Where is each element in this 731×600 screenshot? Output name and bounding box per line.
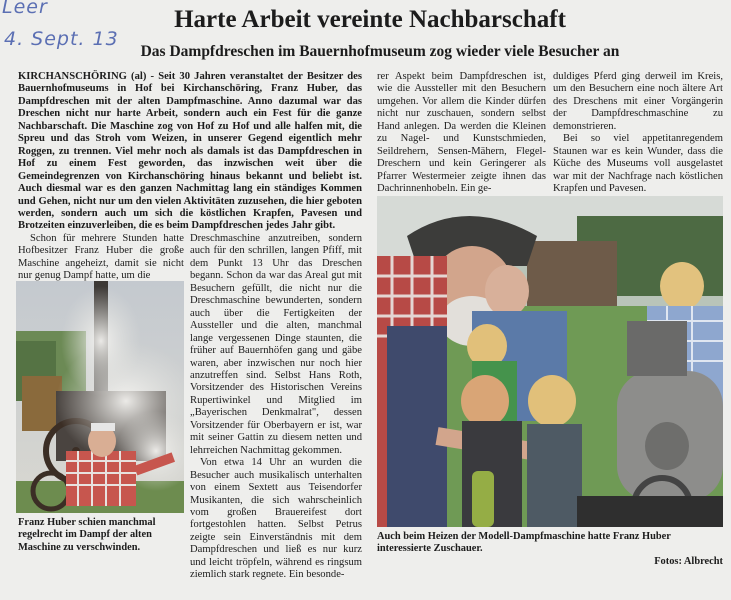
handwritten-date: 4. Sept. 13: [4, 28, 119, 50]
column-2: [190, 233, 362, 582]
lead-text: Seit 30 Jahren veranstaltet der Besitzer des Bauernhofmuseums in Hof bei Kirchanschöring, Franz Huber, das Dampfdreschen mit der alten Dampfmaschine. Anno dazumal war das Dreschen nicht nur harte Arbeit, sondern auch ein Fest für die ganze Nachbarschaft. Die Maschine zog von Hof zu Hof und alle halfen mit, die Spreu und das Stroh vom Weizen, in unserer Gegend eigentlich mehr Roggen, zu trennen. Viel mehr noch als damals ist das Dampfdreschen in Hof zu einem Fest geworden, das inzwischen weit über die Gemeindegrenzen von Kirchanschöring hinaus bekannt und beliebt ist. Auch diesmal war es den ganzen Nachmittag lang ein ständiges Kommen und Gehen, nicht nur um den vielen Aktivitäten zuzusehen, die hier geboten werden, sondern auch um sich die köstlichen Krapfen, Pavesen und Brotzeiten einzuverleiben, die es beim Dampfdreschen jedes Jahr gibt.: [18, 71, 362, 232]
column-2-paragraph: Von etwa 14 Uhr an wurden die Besucher auch musikalisch unterhalten von einem Sextett aus Teisendorfer Musikanten, die sich wahrscheinlich vom großen Brauereifest dort fortgestohlen hatten. Selbst Petrus zeigte sein Einverständnis mit dem Dampfdreschen und ließ es nur kurz und leicht tröpfeln, während es ringsum ziemlich stark regnete. Ein besonde-: [190, 457, 362, 581]
photo-credit: Fotos: Albrecht: [654, 555, 723, 567]
photo-model-steam-engine: [377, 196, 723, 527]
caption-right: [377, 531, 723, 568]
caption-left: Franz Huber schien manchmal regelrecht im Dampf der alten Maschine zu verschwinden.: [18, 517, 156, 553]
subheadline: Das Dampfdreschen im Bauernhofmuseum zog wieder viele Besucher an: [140, 43, 620, 60]
steam-engine-illustration: [16, 281, 184, 513]
caption-right-text: Auch beim Heizen der Modell-Dampfmaschine hatte Franz Huber interessierte Zuschauer.: [377, 531, 671, 555]
headline: Harte Arbeit vereinte Nachbarschaft: [174, 6, 566, 33]
model-engine-illustration: [377, 196, 723, 527]
column-3-text: rer Aspekt beim Dampfdreschen ist, wie die Aussteller mit den Besuchern umgehen. Vor allem die Kinder dürfen nicht nur zuschauen, sondern selbst Hand anlegen. Da werden die Kleinen zu Nagel- und Kunstschmieden, Seildrehern, Sensen-Mähern, Flegel-Dreschern und kein Geringerer als Pfarrer Westermeier zeigte ihnen das Dachrinnenhobeln. Ein ge-: [377, 71, 546, 195]
handwritten-note: Leer: [2, 0, 48, 18]
dateline: KIRCHANSCHÖRING (al) -: [18, 71, 159, 82]
photo-steam-engine: [16, 281, 184, 513]
lead-paragraph: [18, 71, 362, 233]
column-4-paragraph: duldiges Pferd ging derweil im Kreis, um den Besuchern eine noch ältere Art des Dreschens mit einer Vorgängerin der Dampfdreschmaschine zu demonstrieren.: [553, 71, 723, 132]
column-4: [553, 71, 723, 196]
column-2-paragraph: Dreschmaschine anzutreiben, sondern auch für den schrillen, langen Pfiff, mit dem Punkt 13 Uhr das Dreschen begann. Schon da war das Areal gut mit Besuchern gefüllt, die nicht nur die Dreschmaschine bewunderten, sondern auch über die Fertigkeiten der Aussteller und die alten, manchmal lange vergessenen Dinge staunten, die früher auf Bauernhöfen gang und gäbe waren, aber inzwischen nur noch hier anzutreffen sind. Selbst Hans Roth, Vorsitzender des Historischen Vereins Rupertiwinkel und Mitglied im „Bayerischen Denkmalrat", dessen Vorsitzender für Oberbayern er ist, war mit seiner Gattin zu diesem netten und lehrreichen Nachmittag gekommen.: [190, 233, 362, 456]
column-4-paragraph: Bei so viel appetitanregendem Staunen war es kein Wunder, dass die Küche des Museums voll ausgelastet war mit der Nachfrage nach köstlichen Krapfen und Pavesen.: [553, 133, 723, 195]
column-1-text: Schon für mehrere Stunden hatte Hofbesitzer Franz Huber die große Maschine angeheizt, damit sie nicht nur genug Dampf hatte, um die: [18, 233, 184, 282]
